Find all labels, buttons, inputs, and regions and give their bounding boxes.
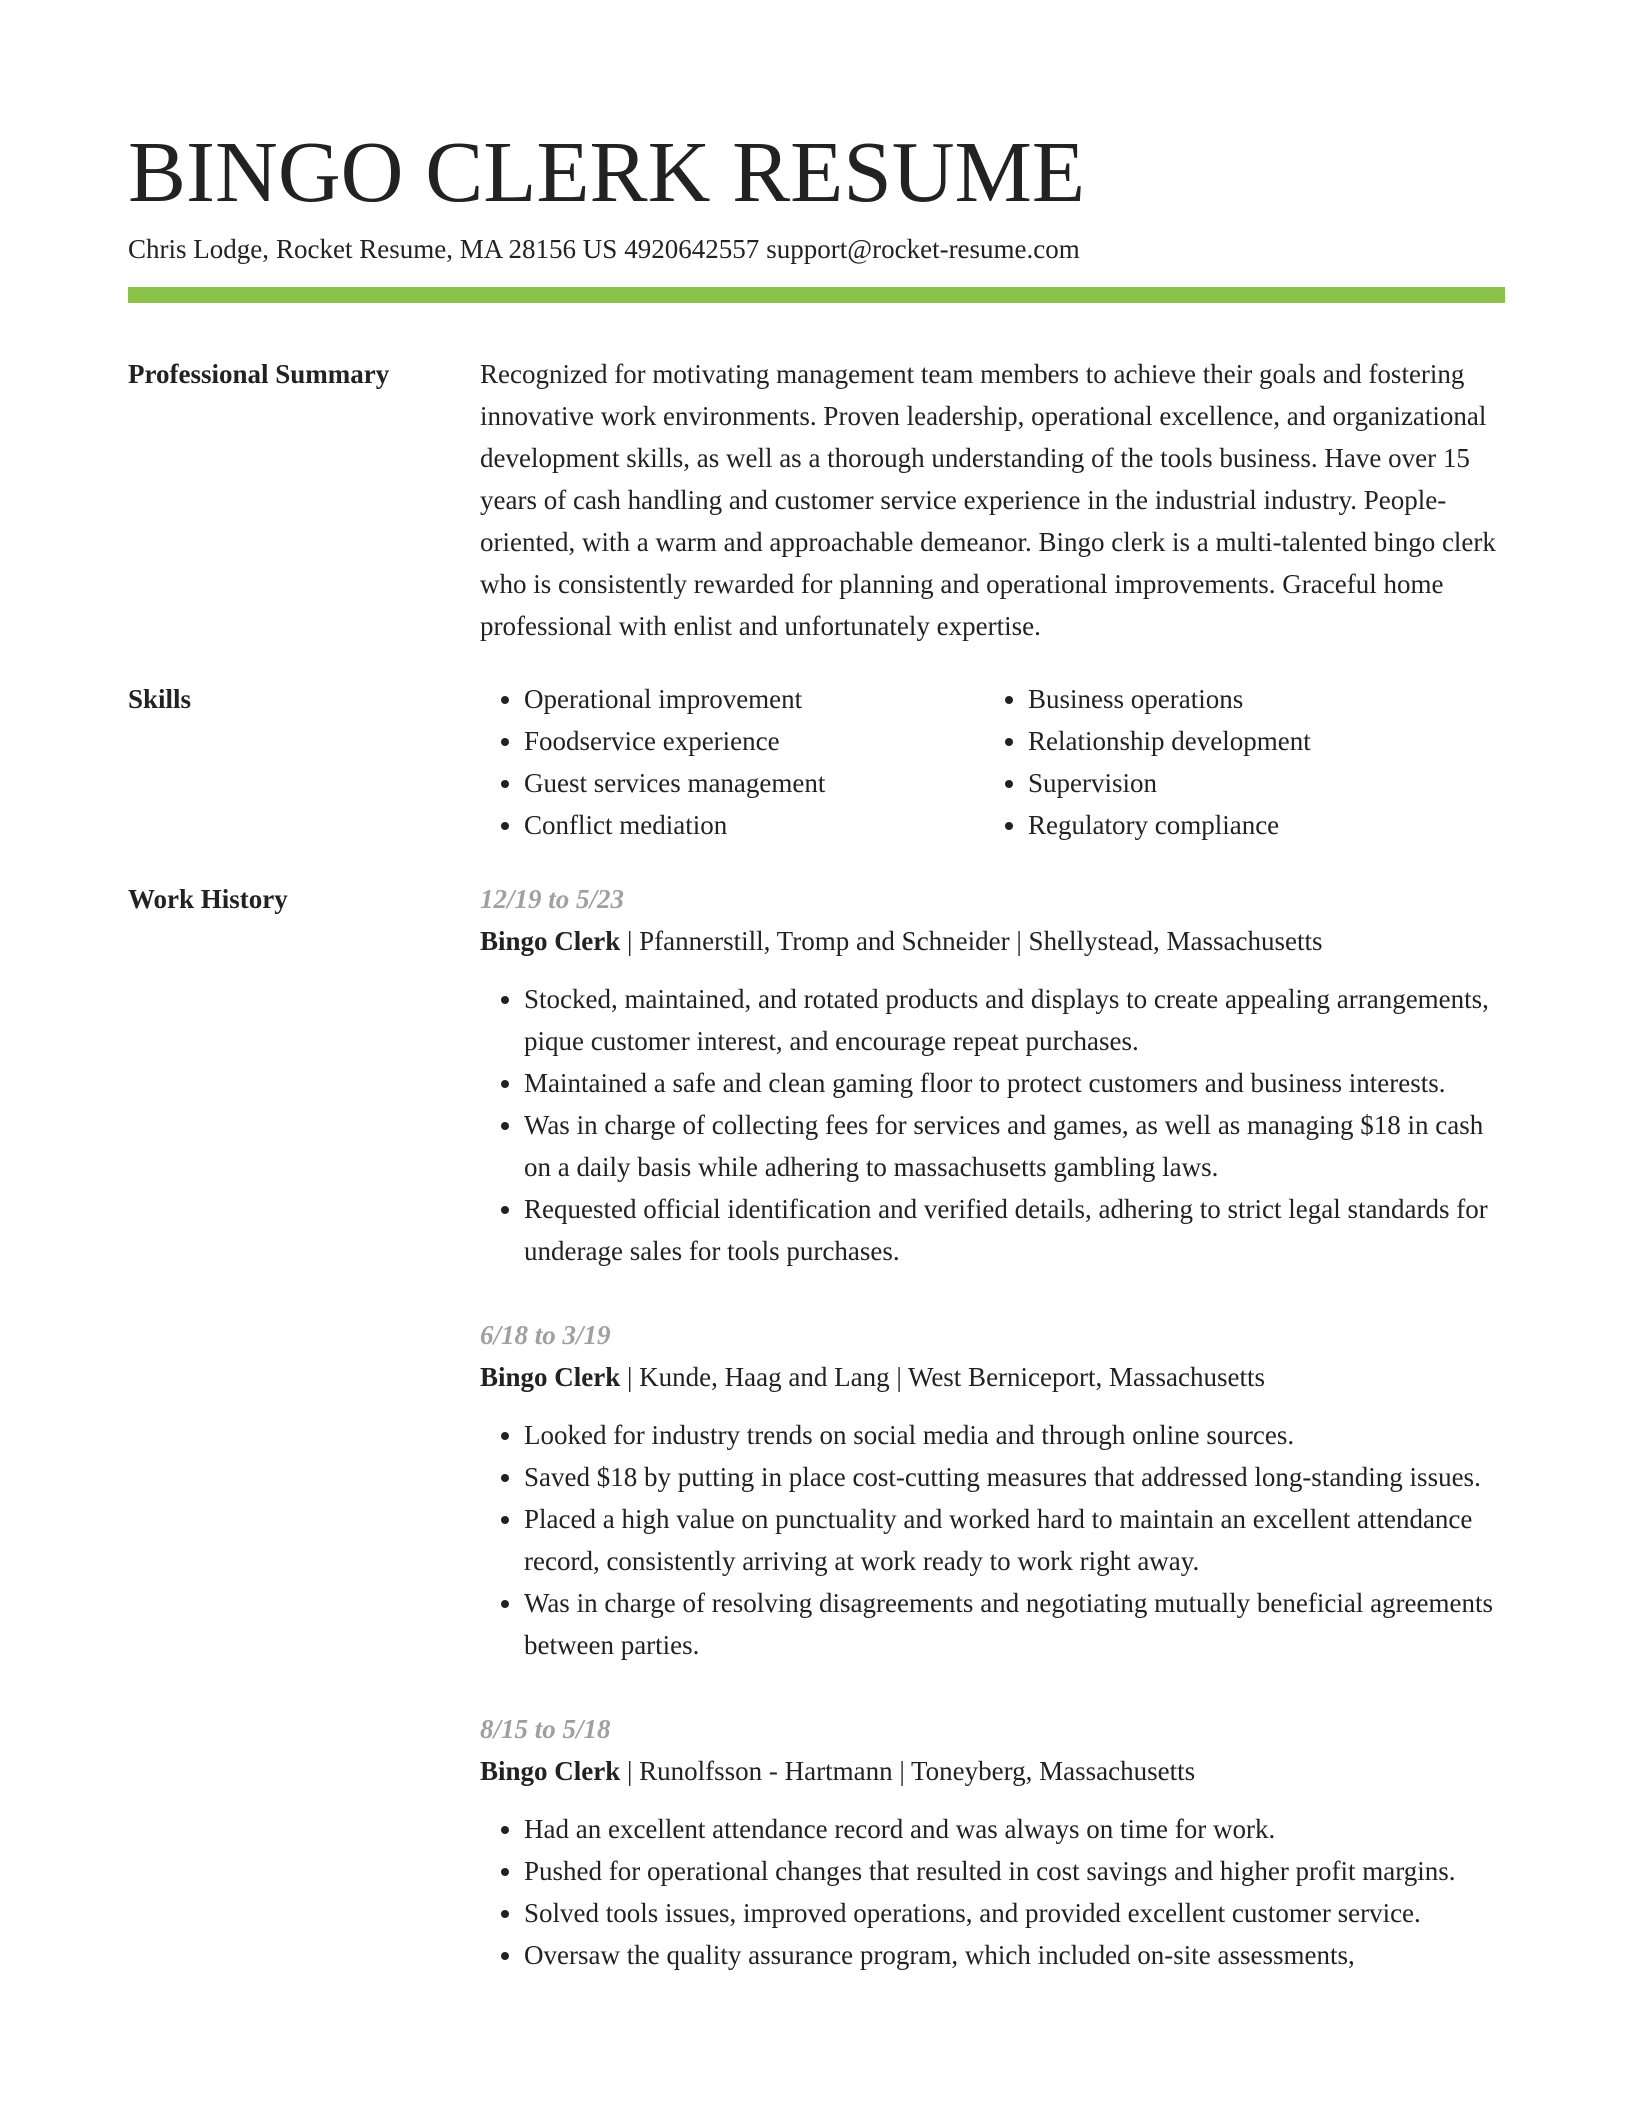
skills-body bbox=[480, 678, 1505, 846]
work-history-body bbox=[480, 878, 1505, 2018]
professional-summary-section bbox=[128, 353, 1505, 647]
skills-section bbox=[128, 678, 1505, 846]
header-divider bbox=[128, 287, 1505, 303]
job-title-line bbox=[480, 1750, 1505, 1792]
contact-email[interactable]: support@rocket-resume.com bbox=[766, 234, 1080, 264]
summary-text: Recognized for motivating management team members to achieve their goals and fostering innovative work environments. Proven leadership, operational excellence, and organizational development skills, as well as a thorough understanding of the tools business. Have over 15 years of cash handling and customer service experience in the industrial industry. People-oriented, with a warm and approachable demeanor. Bingo clerk is a multi-talented bingo clerk who is consistently rewarded for planning and operational improvements. Graceful home professional with enlist and unfortunately expertise. bbox=[480, 359, 1496, 641]
skill-item: • Foodservice experience bbox=[524, 720, 984, 762]
contact-line bbox=[128, 232, 1505, 266]
job-bullet: • Was in charge of resolving disagreements and negotiating mutually beneficial agreements between parties. bbox=[524, 1582, 1505, 1666]
job-bullets bbox=[480, 978, 1505, 1272]
job-title-line bbox=[480, 1356, 1505, 1398]
job-entry bbox=[480, 1314, 1505, 1666]
skill-item: • Operational improvement bbox=[524, 678, 984, 720]
summary-body bbox=[480, 353, 1505, 647]
job-bullet: • Looked for industry trends on social media and through online sources. bbox=[524, 1414, 1505, 1456]
job-bullet: • Placed a high value on punctuality and worked hard to maintain an excellent attendance record, consistently arriving at work ready to work right away. bbox=[524, 1498, 1505, 1582]
resume-page bbox=[128, 0, 1505, 2018]
work-history-section bbox=[128, 878, 1505, 2018]
job-bullet: • Maintained a safe and clean gaming floor to protect customers and business interests. bbox=[524, 1062, 1505, 1104]
job-title: Bingo Clerk bbox=[480, 926, 621, 956]
skill-item: • Relationship development bbox=[1028, 720, 1488, 762]
job-details: | Runolfsson - Hartmann | Toneyberg, Massachusetts bbox=[620, 1756, 1196, 1786]
contact-name: Chris Lodge, bbox=[128, 234, 269, 264]
job-details: | Kunde, Haag and Lang | West Berniceport, Massachusetts bbox=[620, 1362, 1265, 1392]
job-bullet: • Pushed for operational changes that resulted in cost savings and higher profit margins. bbox=[524, 1850, 1505, 1892]
section-label-skills: Skills bbox=[128, 684, 192, 714]
skill-item: • Supervision bbox=[1028, 762, 1488, 804]
skill-item: • Business operations bbox=[1028, 678, 1488, 720]
skill-item: • Conflict mediation bbox=[524, 804, 984, 846]
section-label-summary: Professional Summary bbox=[128, 359, 390, 389]
contact-phone: 4920642557 bbox=[624, 234, 760, 264]
skill-item: • Guest services management bbox=[524, 762, 984, 804]
job-details: | Pfannerstill, Tromp and Schneider | Shellystead, Massachusetts bbox=[620, 926, 1323, 956]
job-bullet: • Requested official identification and verified details, adhering to strict legal standards for underage sales for tools purchases. bbox=[524, 1188, 1505, 1272]
skills-columns bbox=[480, 678, 1505, 846]
skills-list-left bbox=[480, 678, 984, 846]
job-entry bbox=[480, 1708, 1505, 1976]
skills-list-right bbox=[984, 678, 1488, 846]
job-entry bbox=[480, 878, 1505, 1272]
job-bullet: • Oversaw the quality assurance program, which included on-site assessments, bbox=[524, 1934, 1505, 1976]
job-title: Bingo Clerk bbox=[480, 1756, 621, 1786]
job-bullet: • Was in charge of collecting fees for services and games, as well as managing $18 in cash on a daily basis while adhering to massachusetts gambling laws. bbox=[524, 1104, 1505, 1188]
job-bullets bbox=[480, 1808, 1505, 1976]
job-dates: 12/19 to 5/23 bbox=[480, 884, 625, 914]
contact-address: Rocket Resume, MA 28156 US bbox=[276, 234, 618, 264]
job-bullet: • Had an excellent attendance record and was always on time for work. bbox=[524, 1808, 1505, 1850]
job-dates: 6/18 to 3/19 bbox=[480, 1320, 611, 1350]
job-title-line bbox=[480, 920, 1505, 962]
job-bullet: • Saved $18 by putting in place cost-cutting measures that addressed long-standing issues. bbox=[524, 1456, 1505, 1498]
skill-item: • Regulatory compliance bbox=[1028, 804, 1488, 846]
job-bullet: • Solved tools issues, improved operations, and provided excellent customer service. bbox=[524, 1892, 1505, 1934]
job-bullets bbox=[480, 1414, 1505, 1666]
job-dates: 8/15 to 5/18 bbox=[480, 1714, 611, 1744]
resume-title: BINGO CLERK RESUME bbox=[128, 123, 1086, 220]
job-bullet: • Stocked, maintained, and rotated products and displays to create appealing arrangements, pique customer interest, and encourage repeat purchases. bbox=[524, 978, 1505, 1062]
section-label-work-history: Work History bbox=[128, 884, 288, 914]
job-title: Bingo Clerk bbox=[480, 1362, 621, 1392]
